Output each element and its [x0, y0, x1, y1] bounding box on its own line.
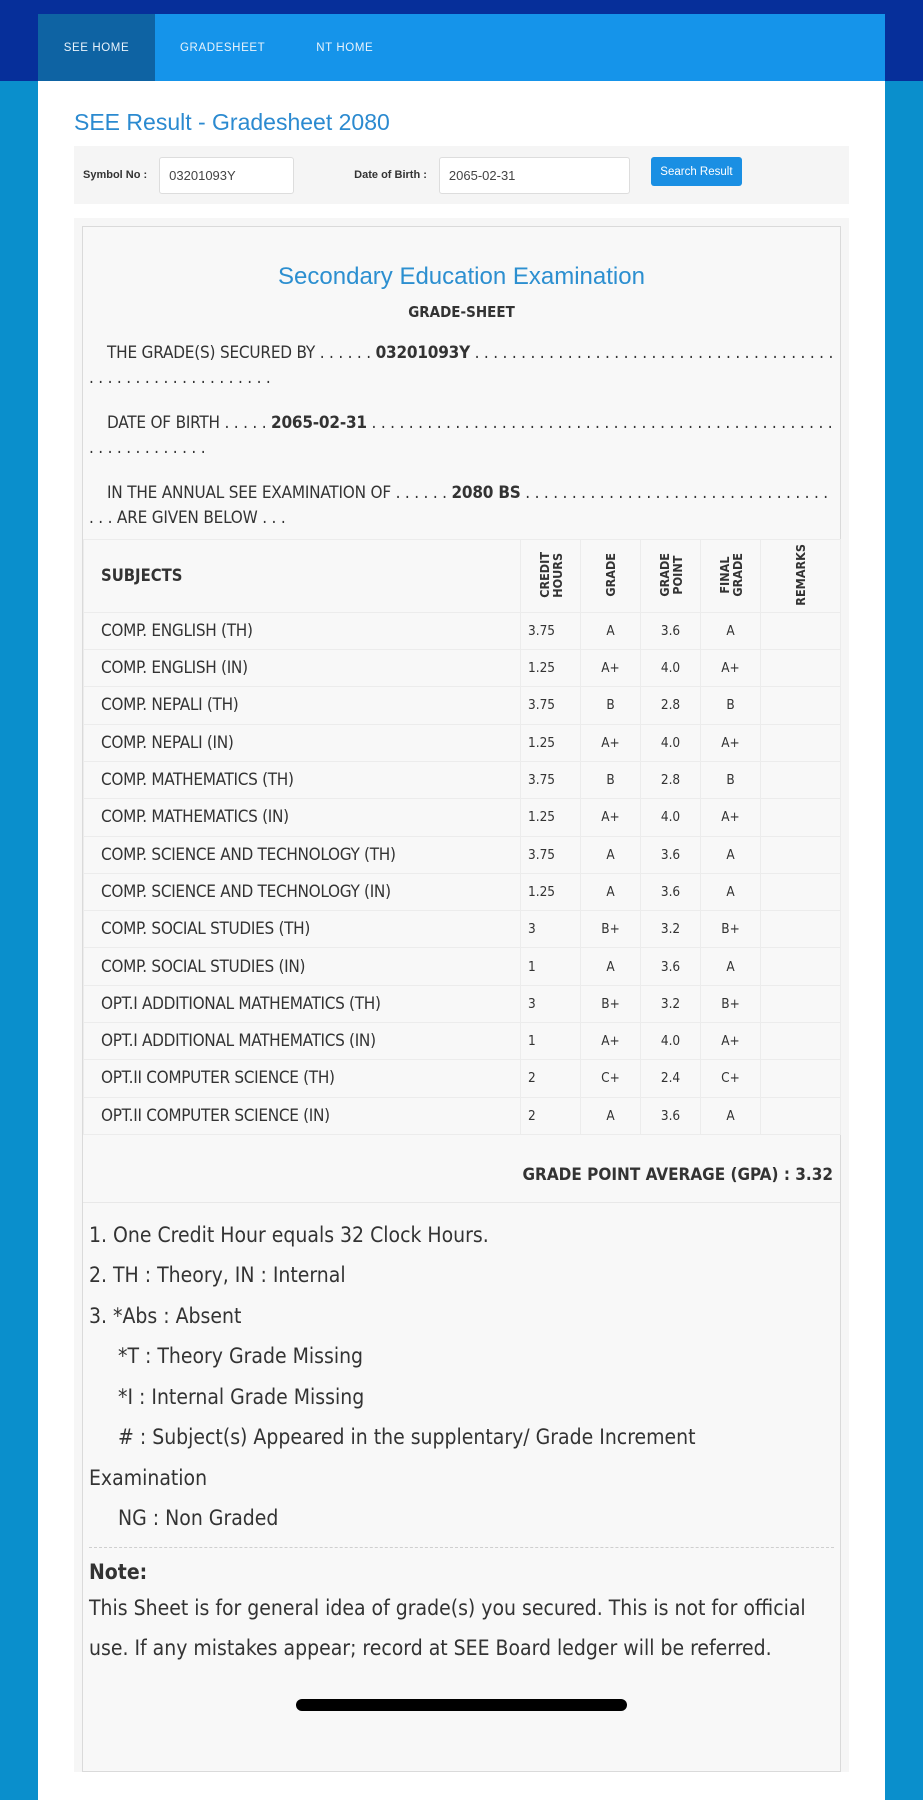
- final-grade-cell: B: [701, 761, 761, 798]
- grade-point-cell: 3.6: [641, 873, 701, 910]
- nav-nt-home[interactable]: NT HOME: [316, 41, 374, 54]
- grade-point-cell: 3.6: [641, 948, 701, 985]
- header-remarks: [761, 540, 841, 613]
- remarks-cell: [761, 836, 841, 873]
- grade-cell: A: [581, 948, 641, 985]
- final-grade-cell: A: [701, 948, 761, 985]
- navbar: [38, 14, 885, 81]
- credit-hours-cell: 1: [521, 1022, 581, 1059]
- grade-point-cell: 3.6: [641, 612, 701, 649]
- remarks-cell: [761, 612, 841, 649]
- grade-cell: B: [581, 761, 641, 798]
- final-grade-cell: A+: [701, 1022, 761, 1059]
- nav-gradesheet[interactable]: GRADESHEET: [180, 41, 266, 54]
- legend-item: Examination: [89, 1465, 208, 1490]
- grade-point-cell: 3.6: [641, 836, 701, 873]
- credit-hours-cell: 3.75: [521, 836, 581, 873]
- secured-by-value: 03201093Y: [375, 343, 470, 363]
- table-row: [84, 948, 841, 985]
- grade-point-cell: 2.4: [641, 1060, 701, 1097]
- grade-cell: A+: [581, 650, 641, 687]
- table-row: [84, 799, 841, 836]
- grade-cell: B+: [581, 985, 641, 1022]
- grade-point-cell: 2.8: [641, 761, 701, 798]
- table-row: [84, 836, 841, 873]
- table-row: [84, 873, 841, 910]
- credit-hours-cell: 1.25: [521, 873, 581, 910]
- secured-by-line: [83, 341, 840, 391]
- table-row: [84, 761, 841, 798]
- final-grade-cell: B+: [701, 985, 761, 1022]
- header-credit-hours: [521, 540, 581, 613]
- final-grade-cell: A: [701, 612, 761, 649]
- grade-cell: A: [581, 612, 641, 649]
- symbol-input[interactable]: [159, 157, 294, 194]
- remarks-cell: [761, 948, 841, 985]
- credit-hours-cell: 3.75: [521, 612, 581, 649]
- final-grade-cell: B: [701, 687, 761, 724]
- credit-hours-cell: 1.25: [521, 724, 581, 761]
- note-heading: Note:: [89, 1559, 148, 1584]
- exam-title: Secondary Education Examination: [278, 263, 645, 290]
- credit-hours-cell: 1.25: [521, 799, 581, 836]
- page-title: SEE Result - Gradesheet 2080: [74, 109, 390, 135]
- credit-hours-cell: 2: [521, 1060, 581, 1097]
- legend-item: *T : Theory Grade Missing: [118, 1344, 364, 1369]
- header-grade-text: GRADE: [603, 553, 618, 597]
- grade-point-cell: 4.0: [641, 1022, 701, 1059]
- subject-cell: COMP. MATHEMATICS (TH): [84, 761, 521, 798]
- legend-item: 2. TH : Theory, IN : Internal: [89, 1263, 346, 1288]
- header-remarks-text: REMARKS: [793, 544, 808, 606]
- dob-label: Date of Birth :: [354, 169, 427, 181]
- subject-cell: COMP. NEPALI (IN): [84, 724, 521, 761]
- exam-line: [83, 481, 840, 531]
- grades-table: [83, 539, 841, 1135]
- legend-item: *I : Internal Grade Missing: [118, 1384, 365, 1409]
- subject-cell: COMP. MATHEMATICS (IN): [84, 799, 521, 836]
- dob-input[interactable]: [439, 157, 630, 194]
- remarks-cell: [761, 985, 841, 1022]
- header-grade-point-line1: GRADE: [656, 553, 672, 597]
- header-final-grade-line2: GRADE: [729, 553, 745, 597]
- header-grade-point: [641, 540, 701, 613]
- grade-sheet-title: GRADE-SHEET: [408, 303, 515, 321]
- legend-list: [83, 1203, 840, 1539]
- grade-cell: A: [581, 1097, 641, 1134]
- subject-cell: COMP. SOCIAL STUDIES (TH): [84, 911, 521, 948]
- table-row: [84, 687, 841, 724]
- page-container: [38, 14, 885, 1800]
- final-grade-cell: C+: [701, 1060, 761, 1097]
- header-final-grade: [701, 540, 761, 613]
- grade-point-cell: 4.0: [641, 724, 701, 761]
- header-final-grade-line1: FINAL: [716, 556, 732, 594]
- gpa-summary: GRADE POINT AVERAGE (GPA) : 3.32: [83, 1135, 840, 1203]
- legend-item: 1. One Credit Hour equals 32 Clock Hours.: [89, 1222, 489, 1247]
- header-subjects: SUBJECTS: [84, 540, 521, 613]
- dob-value: 2065-02-31: [271, 413, 367, 433]
- grade-point-cell: 4.0: [641, 799, 701, 836]
- search-result-button[interactable]: Search Result: [651, 157, 742, 186]
- credit-hours-cell: 2: [521, 1097, 581, 1134]
- header-credit-hours-line1: CREDIT: [536, 551, 552, 598]
- search-form: [74, 146, 849, 204]
- grade-cell: A+: [581, 1022, 641, 1059]
- final-grade-cell: A+: [701, 724, 761, 761]
- dob-prefix: DATE OF BIRTH . . . . .: [107, 413, 267, 433]
- subject-cell: COMP. SOCIAL STUDIES (IN): [84, 948, 521, 985]
- subject-cell: COMP. ENGLISH (IN): [84, 650, 521, 687]
- gradesheet: [82, 226, 841, 1772]
- final-grade-cell: A+: [701, 799, 761, 836]
- home-indicator: [296, 1699, 627, 1711]
- grade-cell: A: [581, 873, 641, 910]
- secured-by-prefix: THE GRADE(S) SECURED BY . . . . . .: [107, 343, 371, 363]
- symbol-label: Symbol No :: [83, 169, 148, 181]
- final-grade-cell: A: [701, 836, 761, 873]
- grade-point-cell: 2.8: [641, 687, 701, 724]
- remarks-cell: [761, 650, 841, 687]
- credit-hours-cell: 3: [521, 985, 581, 1022]
- header-grade: [581, 540, 641, 613]
- gradesheet-wrapper: [74, 218, 849, 1772]
- subject-cell: OPT.I ADDITIONAL MATHEMATICS (TH): [84, 985, 521, 1022]
- remarks-cell: [761, 687, 841, 724]
- table-row: [84, 650, 841, 687]
- grade-cell: B: [581, 687, 641, 724]
- final-grade-cell: A+: [701, 650, 761, 687]
- grade-cell: B+: [581, 911, 641, 948]
- dob-suffix: . . . . . . . . . . . . . . . . . . . . . . . . . . . . . . . . . . . . . . . . . . . . . . . . . . . . . . . . . . . . . . .: [89, 413, 833, 458]
- grade-point-cell: 3.2: [641, 911, 701, 948]
- table-header-row: [84, 540, 841, 613]
- remarks-cell: [761, 761, 841, 798]
- table-row: [84, 1022, 841, 1059]
- header-credit-hours-line2: HOURS: [549, 552, 565, 598]
- grade-point-cell: 4.0: [641, 650, 701, 687]
- legend-item: NG : Non Graded: [118, 1506, 279, 1531]
- subject-cell: COMP. ENGLISH (TH): [84, 612, 521, 649]
- grade-point-cell: 3.6: [641, 1097, 701, 1134]
- table-row: [84, 911, 841, 948]
- subject-cell: OPT.II COMPUTER SCIENCE (IN): [84, 1097, 521, 1134]
- subject-cell: OPT.II COMPUTER SCIENCE (TH): [84, 1060, 521, 1097]
- credit-hours-cell: 3.75: [521, 761, 581, 798]
- subject-cell: OPT.I ADDITIONAL MATHEMATICS (IN): [84, 1022, 521, 1059]
- credit-hours-cell: 3.75: [521, 687, 581, 724]
- remarks-cell: [761, 1097, 841, 1134]
- grade-cell: A: [581, 836, 641, 873]
- table-row: [84, 724, 841, 761]
- nav-see-home[interactable]: SEE HOME: [38, 14, 155, 81]
- grade-cell: A+: [581, 724, 641, 761]
- grade-point-cell: 3.2: [641, 985, 701, 1022]
- legend-item: # : Subject(s) Appeared in the supplentary/ Grade Increment: [118, 1425, 696, 1450]
- exam-value: 2080 BS: [451, 483, 521, 503]
- remarks-cell: [761, 911, 841, 948]
- table-row: [84, 1060, 841, 1097]
- table-row: [84, 612, 841, 649]
- grade-cell: C+: [581, 1060, 641, 1097]
- table-row: [84, 1097, 841, 1134]
- subject-cell: COMP. SCIENCE AND TECHNOLOGY (IN): [84, 873, 521, 910]
- remarks-cell: [761, 1022, 841, 1059]
- grades-table-body: [84, 612, 841, 1134]
- final-grade-cell: A: [701, 1097, 761, 1134]
- exam-prefix: IN THE ANNUAL SEE EXAMINATION OF . . . . . .: [107, 483, 447, 503]
- dob-line: [83, 411, 840, 461]
- credit-hours-cell: 1.25: [521, 650, 581, 687]
- remarks-cell: [761, 1060, 841, 1097]
- subject-cell: COMP. SCIENCE AND TECHNOLOGY (TH): [84, 836, 521, 873]
- final-grade-cell: A: [701, 873, 761, 910]
- final-grade-cell: B+: [701, 911, 761, 948]
- subject-cell: COMP. NEPALI (TH): [84, 687, 521, 724]
- grade-cell: A+: [581, 799, 641, 836]
- remarks-cell: [761, 724, 841, 761]
- note-text: This Sheet is for general idea of grade(s) you secured. This is not for official use. If any mistakes appear; record at SEE Board ledger will be referred.: [89, 1595, 806, 1661]
- credit-hours-cell: 1: [521, 948, 581, 985]
- secured-by-suffix: . . . . . . . . . . . . . . . . . . . . . . . . . . . . . . . . . . . . . . . . . . . . . . . . . . . . . . . . . . .: [89, 343, 834, 388]
- header-grade-point-line2: POINT: [669, 555, 685, 595]
- table-row: [84, 985, 841, 1022]
- exam-suffix: . . . . . . . . . . . . . . . . . . . . . . . . . . . . . . . . . . . . ARE GIVEN BELOW . . .: [89, 483, 828, 528]
- main-content: [38, 109, 885, 1772]
- remarks-cell: [761, 873, 841, 910]
- remarks-cell: [761, 799, 841, 836]
- legend-item: 3. *Abs : Absent: [89, 1303, 242, 1328]
- credit-hours-cell: 3: [521, 911, 581, 948]
